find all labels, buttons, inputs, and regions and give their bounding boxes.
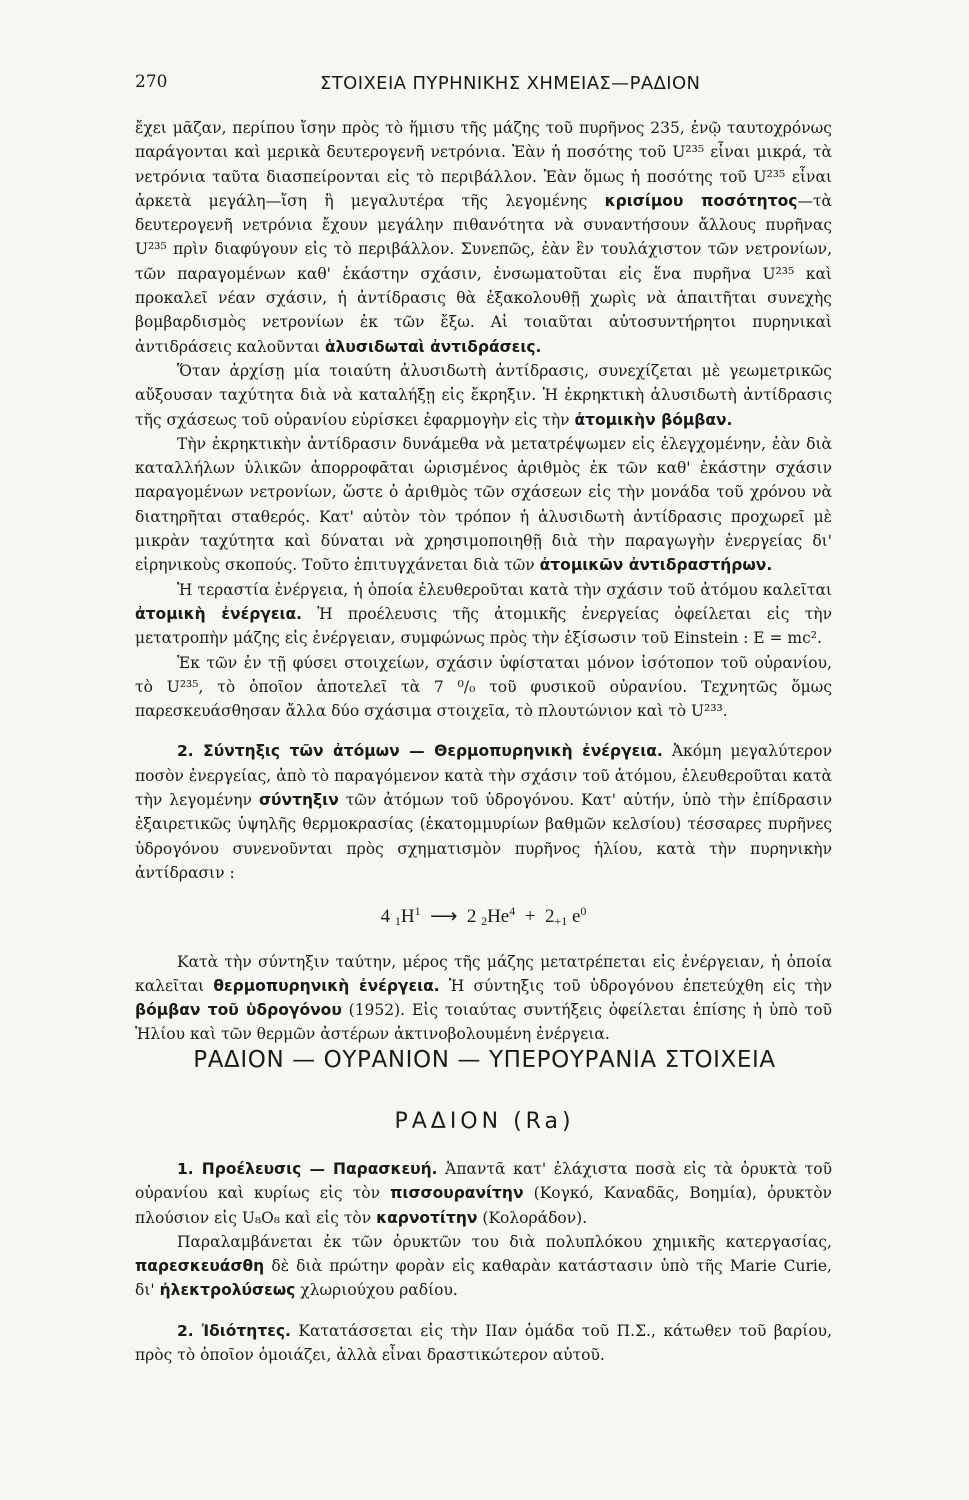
bold-term: θερμοπυρηνικὴ ἐνέργεια.	[213, 976, 440, 995]
bold-term: ἠλεκτρολύσεως	[159, 1281, 296, 1300]
text-run: Ἡ σύντηξις τοῦ ὑδρογόνου ἐπετεύχθη εἰς τὴν	[439, 976, 832, 995]
section-heading: ΡΑΔΙΟΝ — ΟΥΡΑΝΙΟΝ — ΥΠΕΡΟΥΡΑΝΙΑ ΣΤΟΙΧΕΙΑ	[193, 1047, 776, 1073]
bold-term: ἁλυσιδωταὶ ἀντιδράσεις.	[324, 337, 542, 356]
paragraph-preparation	[135, 1230, 832, 1303]
text-run: (1952). Εἰς τοιαύτας συντήξεις ὀφείλεται ἐπίσης ἡ ὑπὸ τοῦ Ἡλίου καὶ τῶν θερμῶν ἀστέρων ἀκτινοβολουμένη ἐνέργεια.	[135, 1001, 833, 1044]
text-run: Ὅταν ἀρχίσῃ μία τοιαύτη ἁλυσιδωτὴ ἀντίδρασις, συνεχίζεται μὲ γεωμετρικῶς αὔξουσαν ταχύτητα διὰ νὰ καταλήξῃ εἰς ἔκρηξιν. Ἡ ἐκρηκτικὴ ἁλυσιδωτὴ ἀντίδρασις τῆς σχάσεως τοῦ οὐρανίου εὑρίσκει ἐφαρμογὴν εἰς τὴν	[135, 361, 832, 429]
paragraph-fusion	[135, 739, 832, 885]
text-run: Ἐκ τῶν ἐν τῇ φύσει στοιχείων, σχάσιν ὑφίσταται μόνον ἰσότοπον τοῦ οὐρανίου, τὸ U²³⁵, τὸ ὁποῖον ἀποτελεῖ τὰ 7 ⁰/₀ τοῦ φυσικοῦ οὐρανίου. Τεχνητῶς ὅμως παρεσκευάσθησαν ἄλλα δύο σχάσιμα στοιχεῖα, τὸ πλουτώνιον καὶ τὸ U²³³.	[135, 653, 832, 721]
text-run: Κατὰ τὴν σύντηξιν ταύτην, μέρος τῆς μάζης μετατρέπεται εἰς ἐνέργειαν, ἡ ὁποία καλεῖται	[135, 952, 832, 995]
bold-term: ἀτομικῶν ἀντιδραστήρων.	[539, 556, 773, 575]
section-title-properties: 2. Ἰδιότητες.	[177, 1321, 291, 1340]
bold-term: κρισίμου ποσότητος	[604, 191, 798, 210]
paragraph-atomic-energy	[135, 578, 832, 651]
text-run: Ἡ τεραστία ἐνέργεια, ἡ ὁποία ἐλευθεροῦται κατὰ τὴν σχάσιν τοῦ ἀτόμου καλεῖται	[177, 580, 832, 599]
text-run: ἔχει μᾶζαν, περίπου ἴσην πρὸς τὸ ἥμισυ τῆς μάζης τοῦ πυρῆνος 235, ἐνῷ ταυτοχρόνως παράγονται καὶ μερικὰ δευτερογενῆ νετρόνια. Ἐὰν ἡ ποσότης τοῦ U²³⁵ εἶναι μικρά, τὰ νετρόνια ταῦτα διασπείρονται εἰς τὸ περιβάλλον. Ἐὰν ὅμως ἡ ποσότης τοῦ U²³⁵ εἶναι ἀρκετὰ μεγάλη—ἴση ἢ μεγαλυτέρα τῆς λεγομένης	[135, 119, 832, 210]
bold-term: παρεσκευάσθη	[135, 1257, 265, 1276]
paragraph-fissile-elements	[135, 651, 832, 724]
paragraph-origin	[135, 1157, 832, 1230]
paragraph-reactors	[135, 432, 832, 578]
text-run: χλωριούχου ραδίου.	[295, 1281, 458, 1300]
section-title-origin: 1. Προέλευσις — Παρασκευή.	[177, 1160, 438, 1178]
main-text	[135, 116, 832, 1047]
text-run: Ἀκόμη μεγαλύτερον ποσὸν ἐνεργείας, ἀπὸ τὸ παραγόμενον κατὰ τὴν σχάσιν τοῦ ἀτόμου, ἐλευθεροῦται κατὰ τὴν λεγομένην	[135, 742, 832, 810]
paragraph-properties	[135, 1319, 832, 1368]
page-number: 270	[135, 72, 168, 92]
subsection-heading: ΡΑΔΙΟΝ (Ra)	[394, 1109, 575, 1134]
paragraph-chain-reaction	[135, 116, 832, 359]
paragraph-atomic-bomb	[135, 359, 832, 432]
running-title: ΣΤΟΙΧΕΙΑ ΠΥΡΗΝΙΚΗΣ ΧΗΜΕΙΑΣ—ΡΑΔΙΟΝ	[320, 73, 701, 94]
text-run: Παραλαμβάνεται ἐκ τῶν ὀρυκτῶν του διὰ πολυπλόκου χημικῆς κατεργασίας,	[177, 1232, 832, 1251]
bold-term: σύντηξιν	[258, 791, 339, 810]
text-run: (Κολοράδον).	[477, 1208, 588, 1227]
section-title-fusion: 2. Σύντηξις τῶν ἀτόμων — Θερμοπυρηνικὴ ἐνέργεια.	[177, 742, 663, 761]
text-run: —τὰ δευτερογενῆ νετρόνια ἔχουν μεγάλην πιθανότητα νὰ συναντήσουν ἄλλους πυρῆνας U²³⁵ πρὶν διαφύγουν εἰς τὸ περιβάλλον. Συνεπῶς, ἐὰν ἓν τουλάχιστον τῶν νετρονίων, τῶν παραγομένων καθ' ἑκάστην σχάσιν, ἐνσωματοῦται εἰς ἕνα πυρῆνα U²³⁵ καὶ προκαλεῖ νέαν σχάσιν, ἡ ἀντίδρασις θὰ ἐξακολουθῇ χωρὶς νὰ ἀπαιτῆται συνεχὴς βομβαρδισμὸς νετρονίων ἐκ τῶν ἔξω. Αἱ τοιαῦται αὐτοσυντήρητοι πυρηνικαὶ ἀντιδράσεις καλοῦνται	[135, 191, 832, 356]
text-run: (Κογκό, Καναδᾶς, Βοημία), ὀρυκτὸν πλούσιον εἰς U₈O₈ καὶ εἰς τὸν	[135, 1184, 832, 1227]
bold-term: βόμβαν τοῦ ὑδρογόνου	[135, 1001, 342, 1020]
bold-term: πισσουρανίτην	[390, 1184, 524, 1203]
text-run: δὲ διὰ πρώτην φορὰν εἰς καθαρὰν κατάστασιν ὑπὸ τῆς Marie Curie, δι'	[135, 1257, 832, 1300]
bold-term: καρνοτίτην	[376, 1208, 478, 1227]
text-run: Ἡ προέλευσις τῆς ἀτομικῆς ἐνεργείας ὀφείλεται εἰς τὴν μετατροπὴν μάζης εἰς ἐνέργειαν, συμφώνως πρὸς τὴν ἐξίσωσιν τοῦ Einstein : E = mc².	[135, 604, 832, 648]
radium-text	[135, 1157, 832, 1367]
paragraph-thermonuclear	[135, 950, 832, 1047]
bold-term: ἀτομικὴν βόμβαν.	[574, 410, 733, 429]
text-run: Τὴν ἐκρηκτικὴν ἀντίδρασιν δυνάμεθα νὰ μετατρέψωμεν εἰς ἐλεγχομένην, ἐὰν διὰ καταλλήλων ὑλικῶν ἀπορροφᾶται ὡρισμένος ἀριθμὸς ἐκ τῶν καθ' ἑκάστην σχάσιν παραγομένων νετρονίων, ὥστε ὁ ἀριθμὸς τῶν σχάσεων εἰς τὴν μονάδα τοῦ χρόνου νὰ διατηρῆται σταθερός. Κατ' αὐτὸν τὸν τρόπον ἡ ἁλυσιδωτὴ ἀντίδρασις προχωρεῖ μὲ μικρὰν ταχύτητα καὶ δύναται νὰ χρησιμοποιηθῇ διὰ τὴν παραγωγὴν ἐνεργείας δι' εἰρηνικοὺς σκοπούς. Τοῦτο ἐπιτυγχάνεται διὰ τῶν	[135, 434, 832, 575]
text-run: Ἀπαντᾶ κατ' ἐλάχιστα ποσὰ εἰς τὰ ὀρυκτὰ τοῦ οὐρανίου καὶ κυρίως εἰς τὸν	[135, 1160, 833, 1203]
page-header	[135, 70, 835, 102]
bold-term: ἀτομικὴ ἐνέργεια.	[135, 604, 303, 623]
text-run: Κατατάσσεται εἰς τὴν ΙΙαν ὁμάδα τοῦ Π.Σ., κάτωθεν τοῦ βαρίου, πρὸς τὸ ὁποῖον ὁμοιάζει, ἀλλὰ εἶναι δραστικώτερον αὐτοῦ.	[135, 1321, 832, 1365]
fusion-equation: 4 $_1H^1$ ⟶ 2 $_2He^4 + 2_{+1}$ $e^0$	[380, 904, 587, 929]
text-run: τῶν ἀτόμων τοῦ ὑδρογόνου. Κατ' αὐτήν, ὑπὸ τὴν ἐπίδρασιν ἐξαιρετικῶς ὑψηλῆς θερμοκρασίας (ἑκατομμυρίων βαθμῶν κελσίου) τέσσαρες πυρῆνες ὑδρογόνου συνενοῦνται πρὸς σχηματισμὸν πυρῆνος ἡλίου, κατὰ τὴν πυρηνικὴν ἀντίδρασιν :	[135, 791, 832, 882]
